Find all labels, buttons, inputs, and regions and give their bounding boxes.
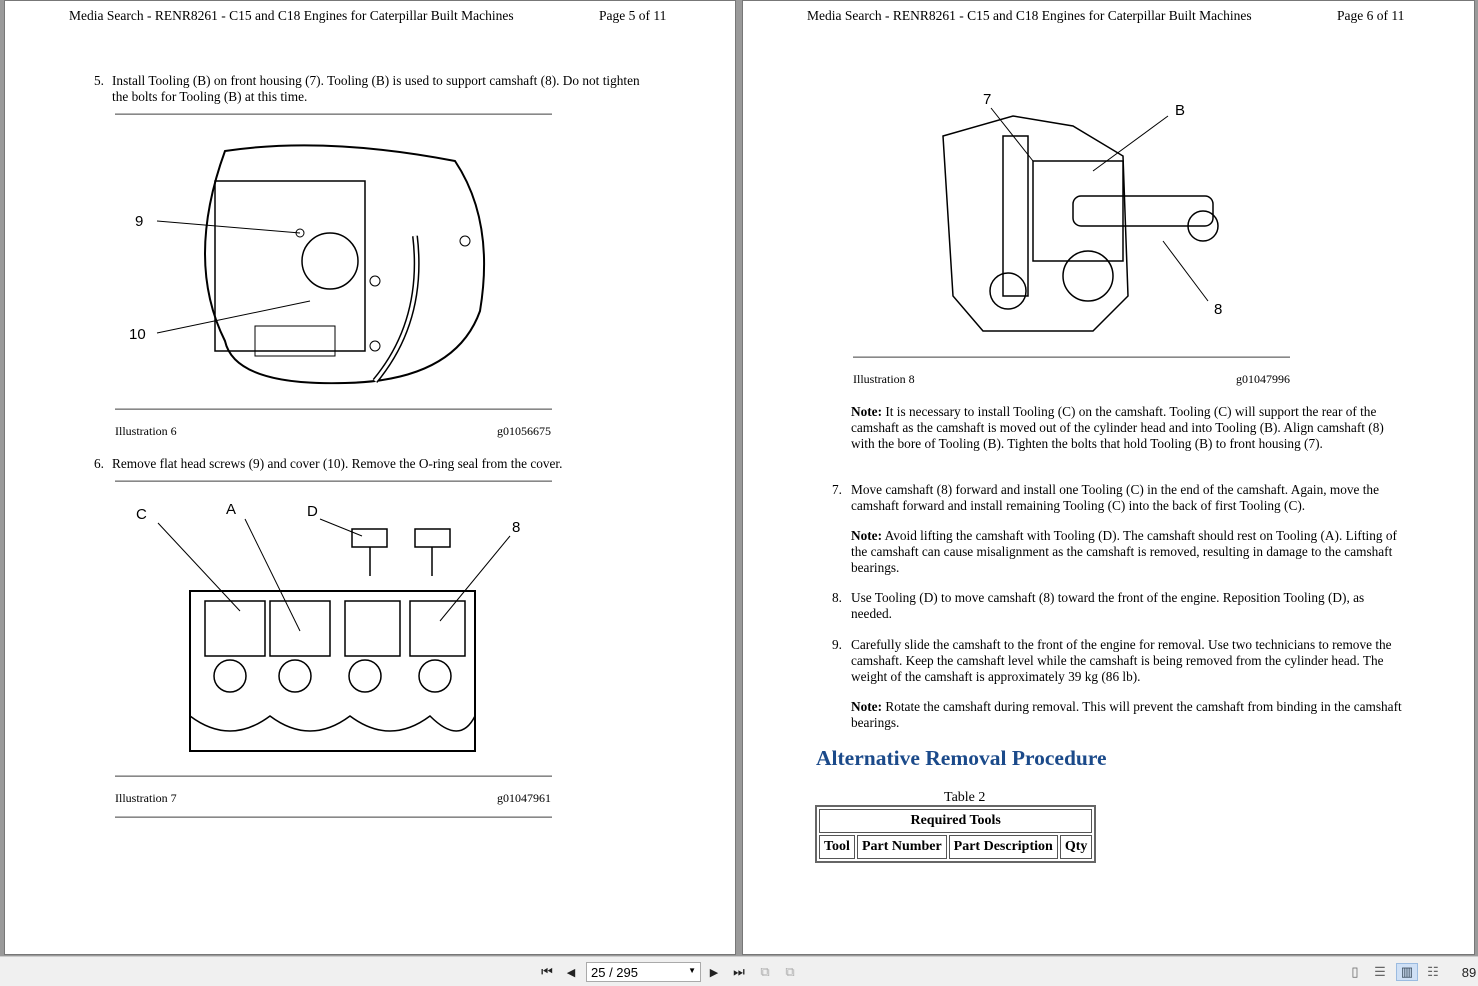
- illustration-code: g01047996: [1236, 372, 1290, 386]
- divider: [115, 113, 552, 115]
- column-header: Part Number: [857, 835, 947, 859]
- note-text: Avoid lifting the camshaft with Tooling (D). The camshaft should rest on Tooling (A). Lifting of the camshaft can cause misalignment as the camshaft is removed, resulting in damage to the camshaft bearings.: [851, 528, 1397, 575]
- divider: [115, 775, 552, 777]
- pdf-page-5: [4, 0, 736, 955]
- illustration-caption: Illustration 7: [115, 791, 177, 805]
- table-title: Required Tools: [819, 809, 1092, 833]
- divider: [853, 356, 1290, 358]
- continuous-view-icon[interactable]: ☰: [1374, 964, 1386, 979]
- first-page-button[interactable]: ⏮: [541, 964, 553, 979]
- divider: [115, 480, 552, 482]
- column-header: Part Description: [949, 835, 1058, 859]
- step-number: 7.: [832, 482, 842, 497]
- page-header-title: Media Search - RENR8261 - C15 and C18 Engines for Caterpillar Built Machines: [807, 8, 1252, 23]
- illustration-8: [923, 96, 1233, 336]
- illustration-code: g01056675: [497, 424, 551, 438]
- step-9-text: Carefully slide the camshaft to the front of the engine for removal. Use two technicians to remove the camshaft. Keep the camshaft level while the camshaft is being removed from the cylinder head. The weight of the camshaft is approximately 39 kg (86 lb).: [851, 637, 1392, 684]
- note-2: [851, 528, 1411, 576]
- callout-10: 10: [129, 326, 146, 343]
- page-number: Page 6 of 11: [1337, 8, 1405, 23]
- step-6-text: Remove flat head screws (9) and cover (10). Remove the O-ring seal from the cover.: [112, 456, 563, 471]
- page-number-select[interactable]: [586, 962, 701, 982]
- paste-page-icon[interactable]: ⧉: [785, 964, 795, 979]
- previous-page-button[interactable]: ◀: [566, 966, 576, 979]
- column-header: Qty: [1060, 835, 1093, 859]
- two-page-view-icon[interactable]: ▥: [1396, 963, 1418, 981]
- note-1: [851, 404, 1406, 452]
- callout-D: D: [307, 503, 318, 520]
- illustration-6: [125, 141, 495, 386]
- viewer-toolbar: [0, 956, 1478, 986]
- step-number: 8.: [832, 590, 842, 605]
- page-number-value: 25 / 295: [591, 965, 638, 980]
- required-tools-table: [815, 805, 1096, 863]
- zoom-level[interactable]: 89: [1461, 964, 1477, 980]
- note-label: Note:: [851, 528, 883, 543]
- divider: [115, 816, 552, 818]
- step-number: 9.: [832, 637, 842, 652]
- last-page-button[interactable]: ⏭: [733, 964, 745, 979]
- callout-7: 7: [983, 91, 992, 108]
- callout-9: 9: [135, 213, 144, 230]
- page-header-title: Media Search - RENR8261 - C15 and C18 Engines for Caterpillar Built Machines: [69, 8, 514, 23]
- page-number: Page 5 of 11: [599, 8, 667, 23]
- step-7-text: Move camshaft (8) forward and install one Tooling (C) in the end of the camshaft. Again, move the camshaft forward and install remaining Tooling (C) into the back of first Tooling (C).: [851, 482, 1379, 513]
- step-number: 6.: [94, 456, 104, 471]
- chevron-down-icon: ▼: [688, 966, 696, 975]
- note-label: Note:: [851, 404, 883, 419]
- table-caption: Table 2: [944, 790, 986, 805]
- illustration-7: [130, 501, 520, 756]
- illustration-caption: Illustration 6: [115, 424, 177, 438]
- note-label: Note:: [851, 699, 883, 714]
- illustration-code: g01047961: [497, 791, 551, 805]
- next-page-button[interactable]: ▶: [709, 966, 719, 979]
- callout-C: C: [136, 506, 147, 523]
- step-8-text: Use Tooling (D) to move camshaft (8) toward the front of the engine. Reposition Tooling (D), as needed.: [851, 590, 1365, 621]
- callout-8: 8: [1214, 301, 1223, 318]
- step-5-text: Install Tooling (B) on front housing (7). Tooling (B) is used to support camshaft (8). Do not tighten the bolts for Tooling (B) at this time.: [112, 73, 640, 104]
- note-3: [851, 699, 1406, 731]
- callout-8: 8: [512, 519, 521, 536]
- pdf-page-6: [742, 0, 1475, 955]
- step-number: 5.: [94, 73, 104, 88]
- callout-A: A: [226, 501, 237, 518]
- note-text: It is necessary to install Tooling (C) on the camshaft. Tooling (C) will support the rear of the camshaft as the camshaft is moved out of the cylinder head and into Tooling (B). Align camshaft (8) with the bore of Tooling (B). Tighten the bolts that hold Tooling (B) to front housing (7).: [851, 404, 1384, 451]
- note-text: Rotate the camshaft during removal. This will prevent the camshaft from binding in the camshaft bearings.: [851, 699, 1402, 730]
- column-header: Tool: [819, 835, 855, 859]
- illustration-caption: Illustration 8: [853, 372, 915, 386]
- two-page-continuous-view-icon[interactable]: ☷: [1427, 964, 1439, 979]
- callout-B: B: [1175, 102, 1186, 119]
- copy-page-icon[interactable]: ⧉: [760, 964, 770, 979]
- single-page-view-icon[interactable]: ▯: [1351, 964, 1359, 979]
- section-heading: Alternative Removal Procedure: [816, 746, 1107, 770]
- divider: [115, 408, 552, 410]
